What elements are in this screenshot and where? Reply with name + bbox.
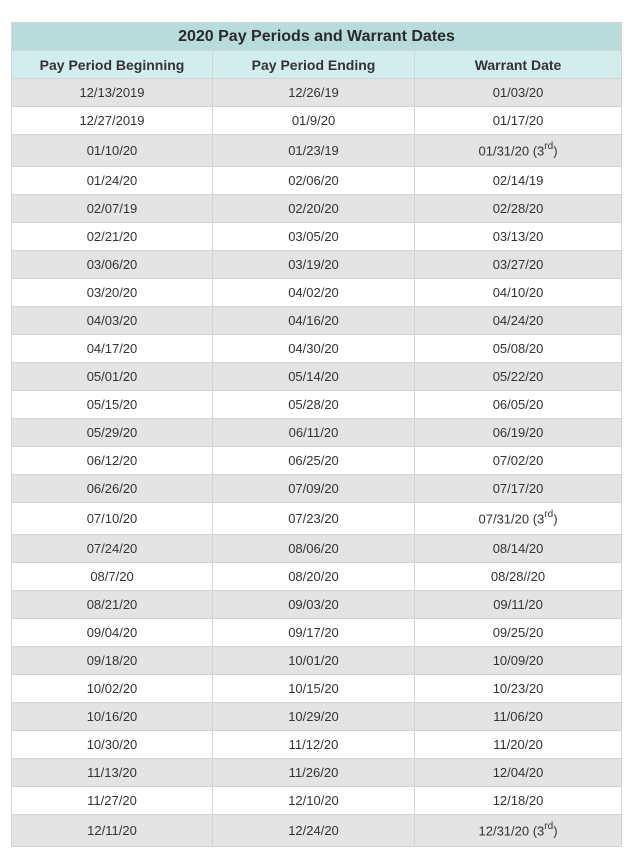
table-row — [12, 787, 622, 815]
cell-warrant-date: 09/11/20 — [415, 591, 622, 619]
cell-warrant-date: 02/14/19 — [415, 167, 622, 195]
cell-pay-period-ending: 05/14/20 — [213, 363, 415, 391]
table-row — [12, 79, 622, 107]
cell-warrant-date: 08/28//20 — [415, 563, 622, 591]
cell-warrant-date: 05/22/20 — [415, 363, 622, 391]
table-row — [12, 447, 622, 475]
cell-pay-period-beginning: 08/7/20 — [12, 563, 213, 591]
cell-pay-period-beginning: 02/07/19 — [12, 195, 213, 223]
cell-pay-period-beginning: 06/26/20 — [12, 475, 213, 503]
cell-pay-period-ending: 11/12/20 — [213, 731, 415, 759]
cell-pay-period-beginning: 10/16/20 — [12, 703, 213, 731]
cell-pay-period-beginning: 09/04/20 — [12, 619, 213, 647]
cell-pay-period-ending: 02/20/20 — [213, 195, 415, 223]
cell-warrant-date: 09/25/20 — [415, 619, 622, 647]
cell-warrant-date: 04/24/20 — [415, 307, 622, 335]
cell-pay-period-ending: 12/10/20 — [213, 787, 415, 815]
cell-pay-period-ending: 06/11/20 — [213, 419, 415, 447]
table-row — [12, 107, 622, 135]
cell-pay-period-ending: 04/02/20 — [213, 279, 415, 307]
cell-pay-period-ending: 04/16/20 — [213, 307, 415, 335]
cell-warrant-date: 01/03/20 — [415, 79, 622, 107]
table-title: 2020 Pay Periods and Warrant Dates — [12, 23, 622, 51]
table-header-row — [12, 51, 622, 79]
table-row — [12, 135, 622, 167]
cell-pay-period-beginning: 07/10/20 — [12, 503, 213, 535]
table-row — [12, 307, 622, 335]
cell-pay-period-beginning: 11/27/20 — [12, 787, 213, 815]
cell-pay-period-beginning: 03/06/20 — [12, 251, 213, 279]
warrant-date-text: 01/31/20 (3 — [478, 143, 545, 159]
table-row — [12, 563, 622, 591]
cell-pay-period-ending: 12/26/19 — [213, 79, 415, 107]
cell-warrant-date — [415, 815, 622, 847]
table-row — [12, 703, 622, 731]
table-body — [12, 79, 622, 847]
header-pay-period-ending: Pay Period Ending — [213, 51, 415, 79]
table-row — [12, 675, 622, 703]
closing-paren: ) — [553, 511, 558, 527]
cell-pay-period-beginning: 06/12/20 — [12, 447, 213, 475]
cell-pay-period-ending: 07/09/20 — [213, 475, 415, 503]
cell-pay-period-beginning: 05/01/20 — [12, 363, 213, 391]
cell-pay-period-beginning: 04/17/20 — [12, 335, 213, 363]
cell-pay-period-beginning: 10/02/20 — [12, 675, 213, 703]
table-row — [12, 419, 622, 447]
ordinal-suffix: rd — [544, 821, 554, 833]
table-row — [12, 223, 622, 251]
cell-pay-period-ending: 02/06/20 — [213, 167, 415, 195]
cell-pay-period-ending: 10/15/20 — [213, 675, 415, 703]
table-row — [12, 815, 622, 847]
pay-periods-table — [11, 22, 622, 847]
cell-warrant-date: 08/14/20 — [415, 535, 622, 563]
table-row — [12, 619, 622, 647]
table-row — [12, 535, 622, 563]
cell-pay-period-beginning: 05/15/20 — [12, 391, 213, 419]
cell-pay-period-beginning: 11/13/20 — [12, 759, 213, 787]
cell-warrant-date — [415, 503, 622, 535]
cell-pay-period-beginning: 12/13/2019 — [12, 79, 213, 107]
cell-pay-period-ending: 06/25/20 — [213, 447, 415, 475]
header-warrant-date: Warrant Date — [415, 51, 622, 79]
cell-pay-period-beginning: 01/24/20 — [12, 167, 213, 195]
cell-warrant-date: 03/27/20 — [415, 251, 622, 279]
cell-pay-period-ending: 05/28/20 — [213, 391, 415, 419]
cell-warrant-date: 05/08/20 — [415, 335, 622, 363]
cell-warrant-date: 10/23/20 — [415, 675, 622, 703]
cell-pay-period-ending: 09/17/20 — [213, 619, 415, 647]
cell-pay-period-beginning: 04/03/20 — [12, 307, 213, 335]
cell-warrant-date: 07/02/20 — [415, 447, 622, 475]
cell-pay-period-ending: 10/29/20 — [213, 703, 415, 731]
table-row — [12, 503, 622, 535]
table-row — [12, 335, 622, 363]
cell-warrant-date: 11/06/20 — [415, 703, 622, 731]
header-pay-period-beginning: Pay Period Beginning — [12, 51, 213, 79]
cell-warrant-date: 03/13/20 — [415, 223, 622, 251]
cell-pay-period-beginning: 09/18/20 — [12, 647, 213, 675]
cell-pay-period-ending: 08/06/20 — [213, 535, 415, 563]
table-row — [12, 759, 622, 787]
table-row — [12, 647, 622, 675]
table-row — [12, 279, 622, 307]
cell-pay-period-beginning: 08/21/20 — [12, 591, 213, 619]
cell-pay-period-ending: 10/01/20 — [213, 647, 415, 675]
cell-pay-period-ending: 12/24/20 — [213, 815, 415, 847]
cell-pay-period-ending: 11/26/20 — [213, 759, 415, 787]
cell-pay-period-beginning: 05/29/20 — [12, 419, 213, 447]
cell-warrant-date: 12/04/20 — [415, 759, 622, 787]
closing-paren: ) — [553, 143, 558, 159]
table-row — [12, 363, 622, 391]
cell-pay-period-beginning: 12/11/20 — [12, 815, 213, 847]
closing-paren: ) — [553, 823, 558, 839]
cell-pay-period-beginning: 07/24/20 — [12, 535, 213, 563]
warrant-date-text: 12/31/20 (3 — [478, 823, 545, 839]
cell-warrant-date — [415, 135, 622, 167]
table-row — [12, 391, 622, 419]
cell-pay-period-ending: 01/9/20 — [213, 107, 415, 135]
table-row — [12, 251, 622, 279]
warrant-date-text: 07/31/20 (3 — [478, 511, 545, 527]
cell-warrant-date: 06/05/20 — [415, 391, 622, 419]
cell-pay-period-ending: 04/30/20 — [213, 335, 415, 363]
cell-warrant-date: 04/10/20 — [415, 279, 622, 307]
cell-pay-period-beginning: 03/20/20 — [12, 279, 213, 307]
cell-pay-period-ending: 07/23/20 — [213, 503, 415, 535]
table-row — [12, 475, 622, 503]
cell-warrant-date: 11/20/20 — [415, 731, 622, 759]
pay-periods-table-container — [11, 22, 621, 847]
table-title-row — [12, 23, 622, 51]
table-row — [12, 731, 622, 759]
table-row — [12, 167, 622, 195]
cell-pay-period-beginning: 02/21/20 — [12, 223, 213, 251]
cell-pay-period-ending: 03/19/20 — [213, 251, 415, 279]
table-row — [12, 591, 622, 619]
cell-pay-period-beginning: 01/10/20 — [12, 135, 213, 167]
cell-pay-period-ending: 01/23/19 — [213, 135, 415, 167]
cell-pay-period-ending: 09/03/20 — [213, 591, 415, 619]
table-row — [12, 195, 622, 223]
cell-warrant-date: 10/09/20 — [415, 647, 622, 675]
cell-pay-period-beginning: 10/30/20 — [12, 731, 213, 759]
cell-warrant-date: 06/19/20 — [415, 419, 622, 447]
ordinal-suffix: rd — [544, 141, 554, 153]
cell-warrant-date: 07/17/20 — [415, 475, 622, 503]
cell-pay-period-ending: 03/05/20 — [213, 223, 415, 251]
cell-warrant-date: 02/28/20 — [415, 195, 622, 223]
cell-pay-period-beginning: 12/27/2019 — [12, 107, 213, 135]
ordinal-suffix: rd — [544, 509, 554, 521]
cell-warrant-date: 01/17/20 — [415, 107, 622, 135]
cell-pay-period-ending: 08/20/20 — [213, 563, 415, 591]
cell-warrant-date: 12/18/20 — [415, 787, 622, 815]
